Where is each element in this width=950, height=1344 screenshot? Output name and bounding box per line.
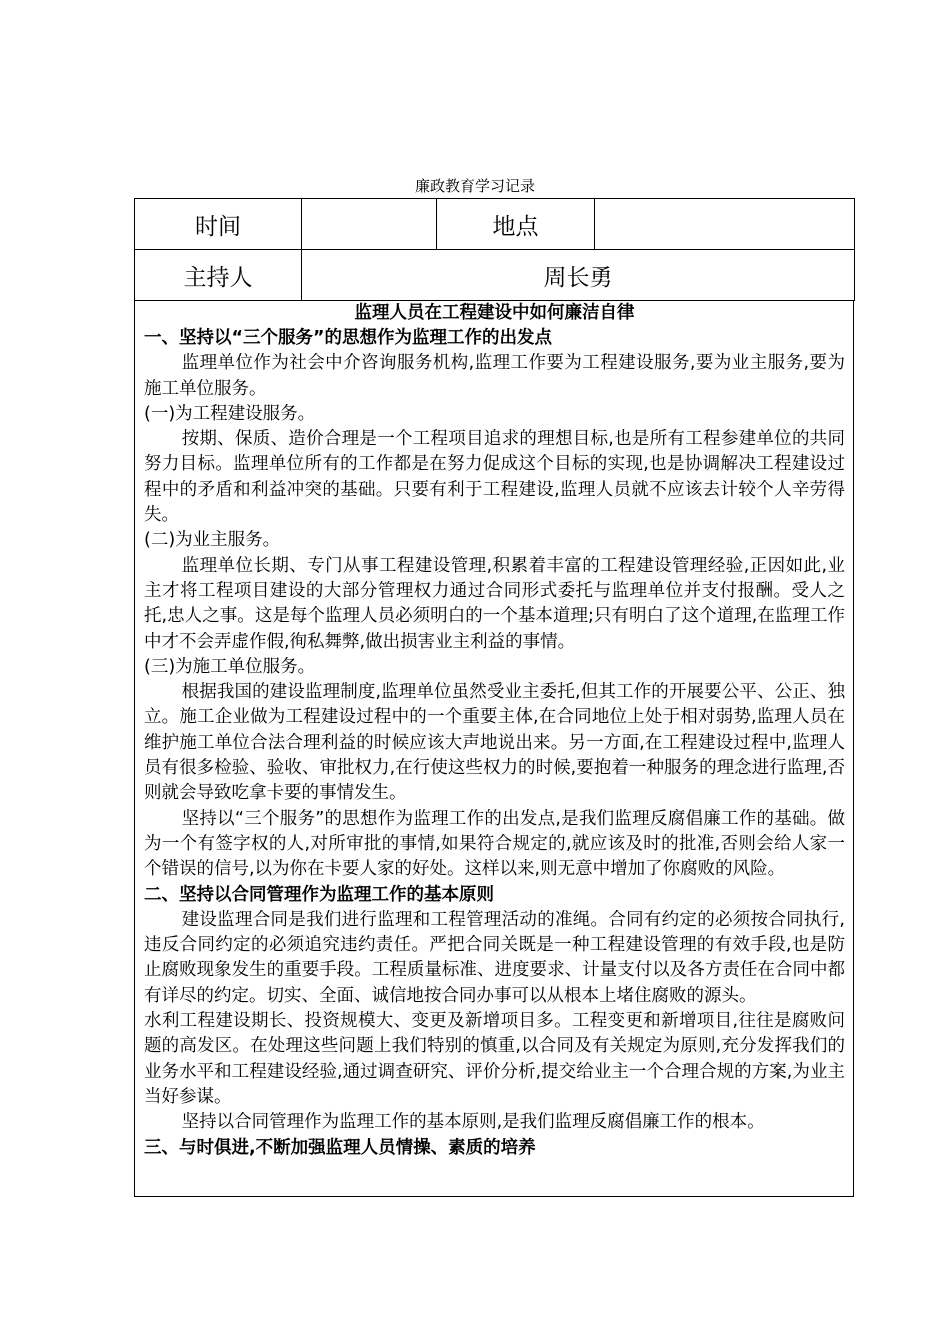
document-title: 廉政教育学习记录 <box>414 177 535 195</box>
section-heading-1: 一、坚持以“三个服务”的思想作为监理工作的出发点 <box>144 328 553 348</box>
section-heading-3: 三、与时俱进,不断加强监理人员情操、素质的培养 <box>144 1137 536 1158</box>
sub-heading: (一)为工程建设服务。 <box>144 403 316 424</box>
time-value[interactable] <box>302 199 437 250</box>
place-label: 地点 <box>437 199 595 250</box>
section-heading-2: 二、坚持以合同管理作为监理工作的基本原则 <box>144 884 494 905</box>
time-place-row <box>135 199 855 250</box>
place-value[interactable] <box>595 199 855 250</box>
sub-heading: (二)为业主服务。 <box>144 530 281 551</box>
record-form-table <box>134 198 855 301</box>
host-row <box>135 250 855 301</box>
time-label: 时间 <box>135 199 302 250</box>
content-title: 监理人员在工程建设中如何廉洁自律 <box>354 303 635 323</box>
paragraph: 监理单位长期、专门从事工程建设管理,积累着丰富的工程建设管理经验,正因如此,业主才将工程项目建设的大部分管理权力通过合同形式委托与监理单位并支付报酬。受人之托,忠人之事。这是每个监理人员必须明白的一个基本道理;只有明白了这个道理,在监理工作中才不会弄虚作假,徇私舞弊,做出损害业主利益的事情。 <box>144 555 845 652</box>
paragraph: 坚持以合同管理作为监理工作的基本原则,是我们监理反腐倡廉工作的根本。 <box>181 1112 765 1133</box>
paragraph: 建设监理合同是我们进行监理和工程管理活动的准绳。合同有约定的必须按合同执行,违反合同约定的必须追究违约责任。严把合同关既是一种工程建设管理的有效手段,也是防止腐败现象发生的重要手段。工程质量标准、进度要求、计量支付以及各方责任在合同中都有详尽的约定。切实、全面、诚信地按合同办事可以从根本上堵住腐败的源头。 <box>144 909 845 1006</box>
paragraph: 监理单位作为社会中介咨询服务机构,监理工作要为工程建设服务,要为业主服务,要为施工单位服务。 <box>144 353 845 399</box>
host-value[interactable]: 周长勇 <box>302 250 855 301</box>
paragraph: 根据我国的建设监理制度,监理单位虽然受业主委托,但其工作的开展要公平、公正、独立。施工企业做为工程建设过程中的一个重要主体,在合同地位上处于相对弱势,监理人员在维护施工单位合法合理利益的时候应该大声地说出来。另一方面,在工程建设过程中,监理人员有很多检验、验收、审批权力,在行使这些权力的时候,要抱着一种服务的理念进行监理,否则就会导致吃拿卡要的事情发生。 <box>144 682 845 804</box>
paragraph: 按期、保质、造价合理是一个工程项目追求的理想目标,也是所有工程参建单位的共同努力目标。监理单位所有的工作都是在努力促成这个目标的实现,也是协调解决工程建设过程中的矛盾和利益冲突的基础。只要有利于工程建设,监理人员就不应该去计较个人辛劳得失。 <box>144 429 845 526</box>
study-content <box>134 300 854 1197</box>
host-label: 主持人 <box>135 250 302 301</box>
paragraph: 坚持以“三个服务”的思想作为监理工作的出发点,是我们监理反腐倡廉工作的基础。做为一个有签字权的人,对所审批的事情,如果符合规定的,就应该及时的批准,否则会给人家一个错误的信号,以为你在卡要人家的好处。这样以来,则无意中增加了你腐败的风险。 <box>144 808 845 880</box>
sub-heading: (三)为施工单位服务。 <box>144 656 316 677</box>
paragraph: 水利工程建设期长、投资规模大、变更及新增项目多。工程变更和新增项目,往往是腐败问题的高发区。在处理这些问题上我们特别的慎重,以合同及有关规定为原则,充分发挥我们的业务水平和工程建设经验,通过调查研究、评价分析,提交给业主一个合理合规的方案,为业主当好参谋。 <box>144 1011 845 1107</box>
